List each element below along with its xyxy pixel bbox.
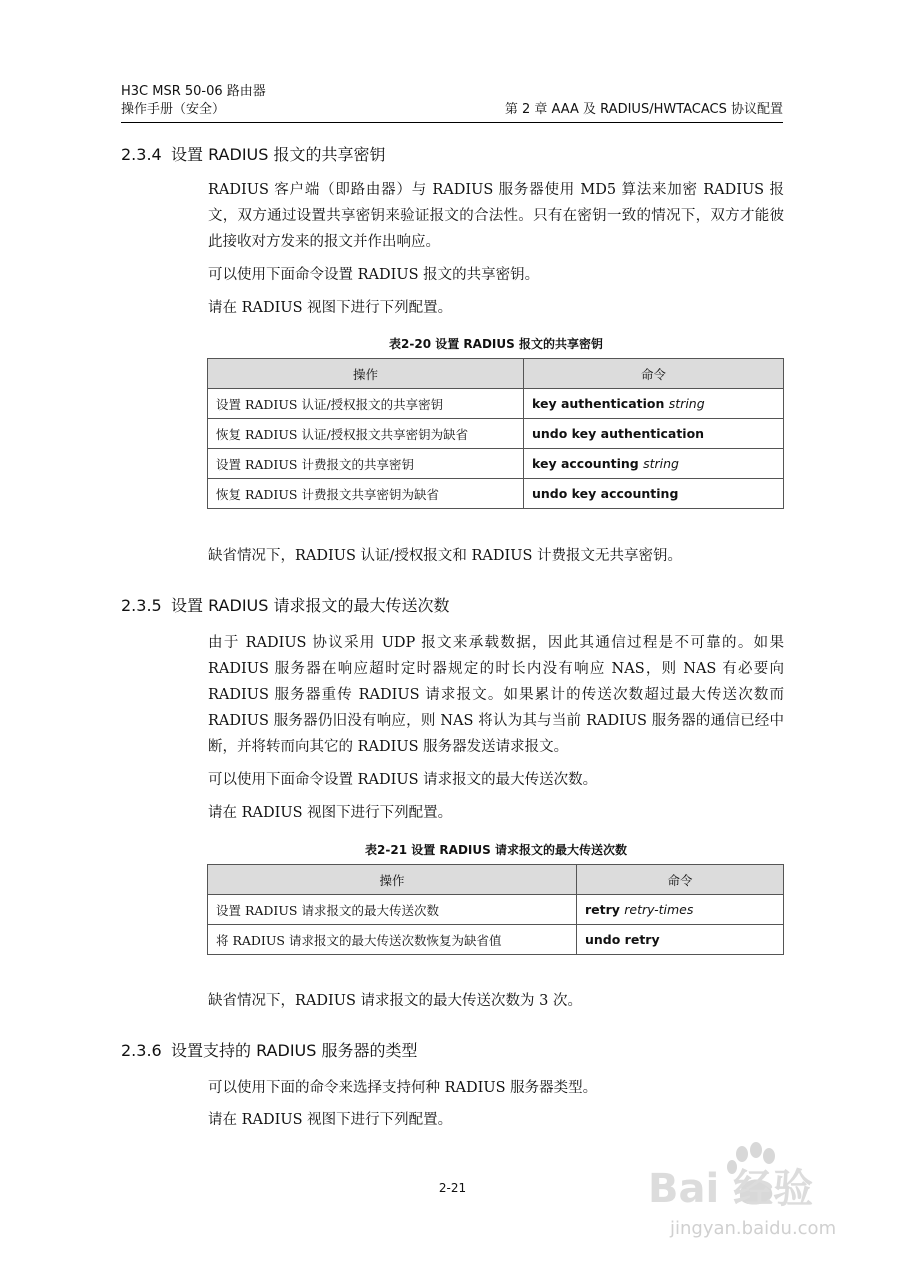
section-heading-2-3-6 — [121, 1038, 418, 1061]
table-row — [208, 449, 784, 479]
header-command: 命令 — [524, 359, 784, 389]
operation-cell: 将 RADIUS 请求报文的最大传送次数恢复为缺省值 — [208, 925, 577, 955]
config-table-2-21 — [207, 864, 784, 955]
operation-cell: 恢复 RADIUS 计费报文共享密钥为缺省 — [208, 479, 524, 509]
header-command: 命令 — [577, 865, 784, 895]
command-cell — [524, 389, 784, 419]
watermark-url: jingyan.baidu.com — [670, 1218, 837, 1239]
header-operation: 操作 — [208, 865, 577, 895]
page-number: 2-21 — [438, 1181, 467, 1195]
table-row — [208, 419, 784, 449]
command-keyword: key accounting — [532, 456, 639, 471]
operation-cell: 设置 RADIUS 计费报文的共享密钥 — [208, 449, 524, 479]
default-note: 缺省情况下，RADIUS 请求报文的最大传送次数为 3 次。 — [208, 993, 582, 1009]
command-cell — [524, 479, 784, 509]
section-intro: 由于 RADIUS 协议采用 UDP 报文来承载数据，因此其通信过程是不可靠的。如果 RADIUS 服务器在响应超时定时器规定的时长内没有响应 NAS，则 NAS 有必要向 RADIUS 服务器重传 RADIUS 请求报文。如果累计的传送次数超过最大传送次数而 RADIUS 服务器仍旧没有响应，则 NAS 将认为其与当前 RADIUS 服务器的通信已经中断，并将转而向其它的 RADIUS 服务器发送请求报文。 — [208, 635, 784, 755]
table-row — [208, 479, 784, 509]
operation-cell: 恢复 RADIUS 认证/授权报文共享密钥为缺省 — [208, 419, 524, 449]
command-keyword: undo key accounting — [532, 486, 679, 501]
section-number: 2.3.4 — [121, 145, 162, 164]
header-operation: 操作 — [208, 359, 524, 389]
table-header-row — [208, 865, 784, 895]
table-caption: 表2-20 设置 RADIUS 报文的共享密钥 — [389, 337, 603, 351]
command-cell — [577, 895, 784, 925]
command-cell — [524, 419, 784, 449]
baidu-jingyan-watermark — [640, 1140, 860, 1245]
view-hint: 请在 RADIUS 视图下进行下列配置。 — [208, 805, 453, 821]
section-heading-2-3-4 — [121, 142, 386, 165]
command-argument: string — [643, 456, 679, 471]
command-hint: 可以使用下面命令设置 RADIUS 报文的共享密钥。 — [208, 267, 540, 283]
section-title: 设置 RADIUS 报文的共享密钥 — [171, 145, 386, 164]
command-keyword: retry — [585, 902, 620, 917]
header-chapter: 第 2 章 AAA 及 RADIUS/HWTACACS 协议配置 — [504, 102, 783, 117]
command-hint: 可以使用下面命令设置 RADIUS 请求报文的最大传送次数。 — [208, 772, 598, 788]
table-header-row — [208, 359, 784, 389]
command-hint: 可以使用下面的命令来选择支持何种 RADIUS 服务器类型。 — [208, 1080, 598, 1096]
config-table-2-20 — [207, 358, 784, 509]
section-heading-2-3-5 — [121, 593, 450, 616]
command-keyword: undo key authentication — [532, 426, 705, 441]
view-hint: 请在 RADIUS 视图下进行下列配置。 — [208, 300, 453, 316]
operation-cell: 设置 RADIUS 请求报文的最大传送次数 — [208, 895, 577, 925]
section-number: 2.3.6 — [121, 1041, 162, 1060]
command-cell — [577, 925, 784, 955]
table-row — [208, 389, 784, 419]
command-argument: string — [668, 396, 705, 411]
header-manual: 操作手册（安全） — [121, 102, 226, 117]
table-row — [208, 895, 784, 925]
view-hint: 请在 RADIUS 视图下进行下列配置。 — [208, 1112, 453, 1128]
section-number: 2.3.5 — [121, 596, 162, 615]
operation-cell: 设置 RADIUS 认证/授权报文的共享密钥 — [208, 389, 524, 419]
table-row — [208, 925, 784, 955]
command-keyword: undo retry — [585, 932, 660, 947]
header-divider — [121, 122, 783, 123]
command-cell — [524, 449, 784, 479]
section-title: 设置支持的 RADIUS 服务器的类型 — [171, 1041, 418, 1060]
page-header — [121, 83, 783, 119]
command-argument: retry-times — [624, 902, 694, 917]
command-keyword: key authentication — [532, 396, 665, 411]
default-note: 缺省情况下，RADIUS 认证/授权报文和 RADIUS 计费报文无共享密钥。 — [208, 548, 683, 564]
section-title: 设置 RADIUS 请求报文的最大传送次数 — [171, 596, 450, 615]
watermark-brand: Bai 经验 — [648, 1166, 814, 1212]
table-caption: 表2-21 设置 RADIUS 请求报文的最大传送次数 — [365, 843, 627, 857]
header-product: H3C MSR 50-06 路由器 — [121, 84, 266, 99]
section-intro: RADIUS 客户端（即路由器）与 RADIUS 服务器使用 MD5 算法来加密 RADIUS 报文，双方通过设置共享密钥来验证报文的合法性。只有在密钥一致的情况下，双方才能彼此接收对方发来的报文并作出响应。 — [208, 182, 784, 250]
